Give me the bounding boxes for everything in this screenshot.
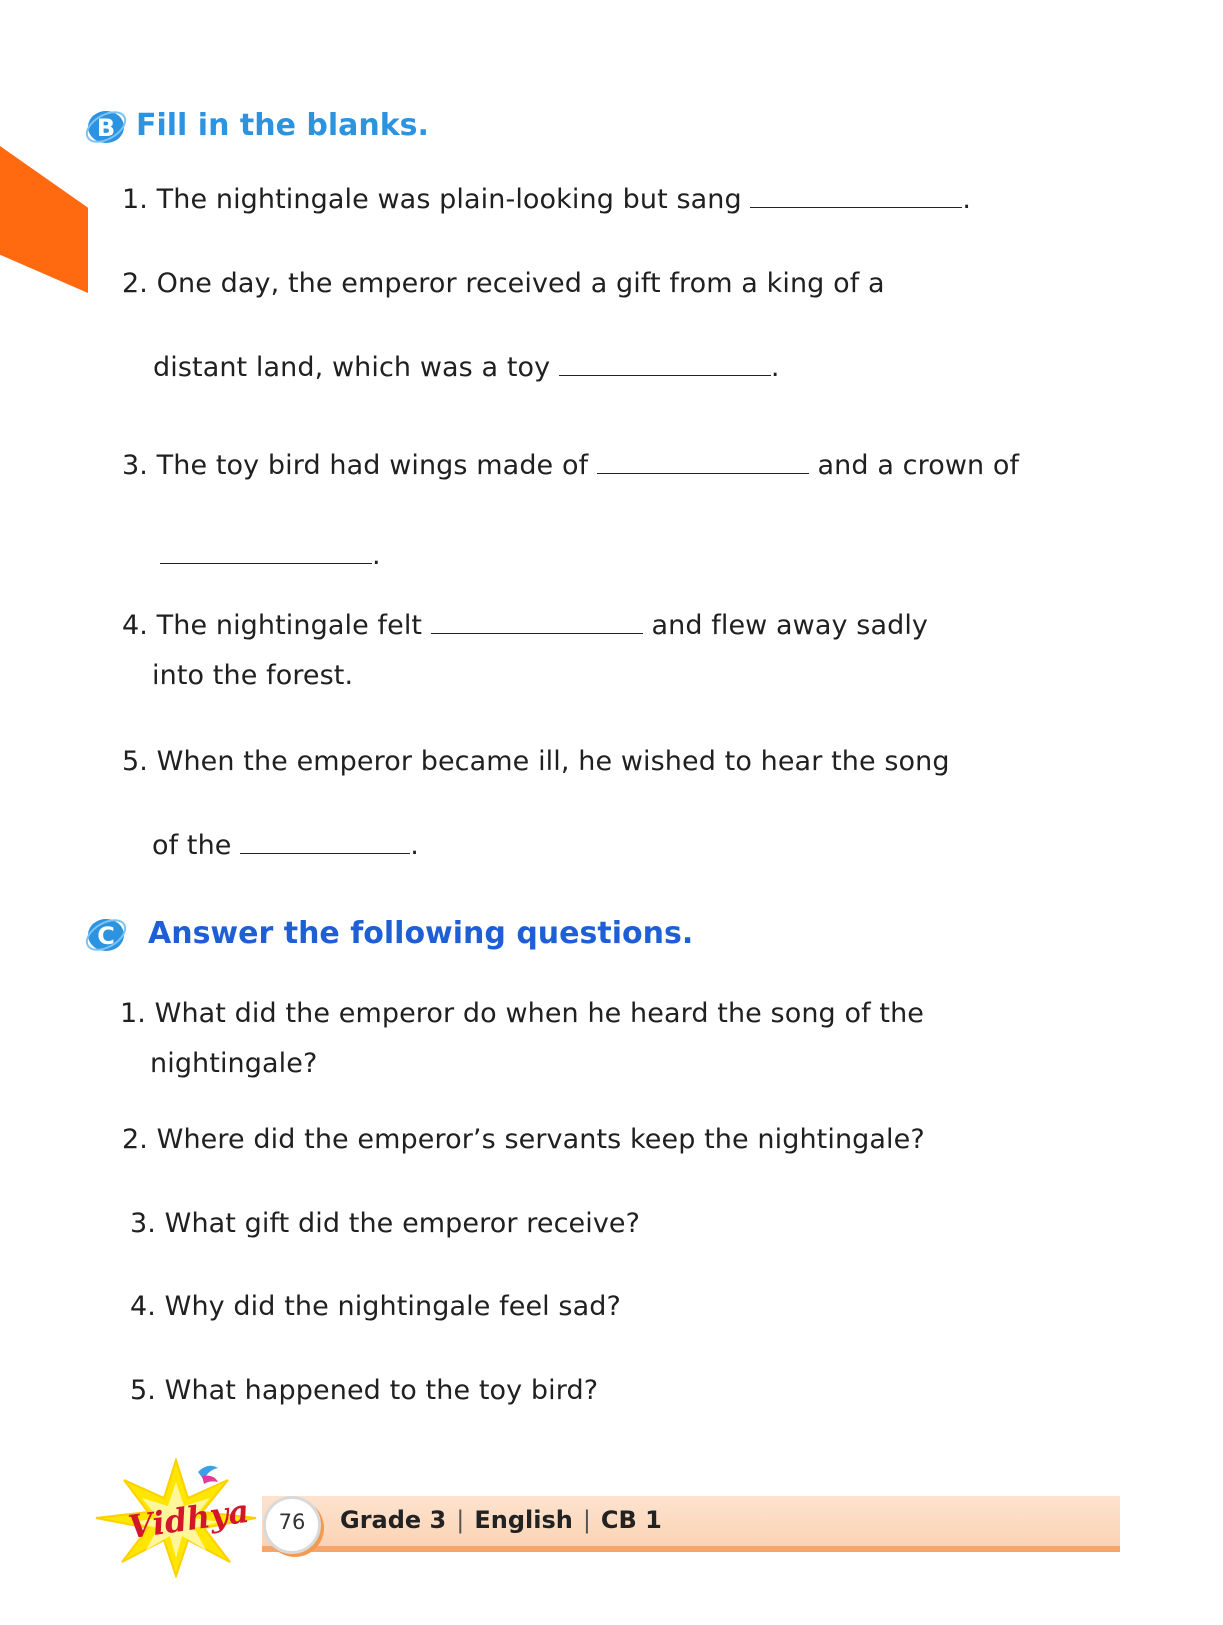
answer-blank[interactable] [431, 632, 643, 634]
fill-blank-item-2: 2. One day, the emperor received a gift from a king of a [122, 268, 885, 299]
section-b-letter: B [96, 114, 116, 142]
question-item-5: 5. What happened to the toy bird? [130, 1375, 599, 1406]
corner-decoration [0, 146, 88, 293]
fill-blank-item-4-cont: into the forest. [152, 660, 354, 691]
fill-blank-item-1: 1. The nightingale was plain-looking but sang . [122, 184, 972, 215]
answer-blank[interactable] [160, 562, 372, 564]
section-c-letter: C [97, 922, 115, 950]
answer-blank[interactable] [750, 206, 962, 208]
answer-blank[interactable] [597, 472, 809, 474]
footer-book: CB 1 [600, 1506, 662, 1534]
page-number: 76 [278, 1510, 306, 1534]
answer-blank[interactable] [559, 374, 771, 376]
fill-blank-item-5: 5. When the emperor became ill, he wished to hear the song [122, 746, 950, 777]
vidhya-logo-text: Vidhya [125, 1491, 252, 1547]
footer-subject: English [474, 1506, 573, 1534]
footer-book-info: Grade 3 | English | CB 1 [340, 1506, 662, 1534]
fill-blank-item-4: 4. The nightingale felt and flew away sadly [122, 610, 929, 641]
section-b-icon [84, 104, 128, 148]
section-b-title: Fill in the blanks. [136, 108, 429, 143]
section-c-title: Answer the following questions. [148, 916, 694, 951]
question-item-1-cont: nightingale? [150, 1048, 318, 1079]
footer-grade: Grade 3 [340, 1506, 447, 1534]
question-item-4: 4. Why did the nightingale feel sad? [130, 1291, 621, 1322]
fill-blank-item-2-cont: distant land, which was a toy . [153, 352, 780, 383]
answer-blank[interactable] [240, 852, 410, 854]
question-item-1: 1. What did the emperor do when he heard the song of the [120, 998, 924, 1029]
fill-blank-item-3-cont: . [160, 540, 381, 571]
fill-blank-item-5-cont: of the . [152, 830, 419, 861]
section-c-icon [84, 912, 128, 956]
question-item-3: 3. What gift did the emperor receive? [130, 1208, 641, 1239]
question-item-2: 2. Where did the emperor’s servants keep the nightingale? [122, 1124, 925, 1155]
fill-blank-item-3: 3. The toy bird had wings made of and a crown of [122, 450, 1020, 481]
